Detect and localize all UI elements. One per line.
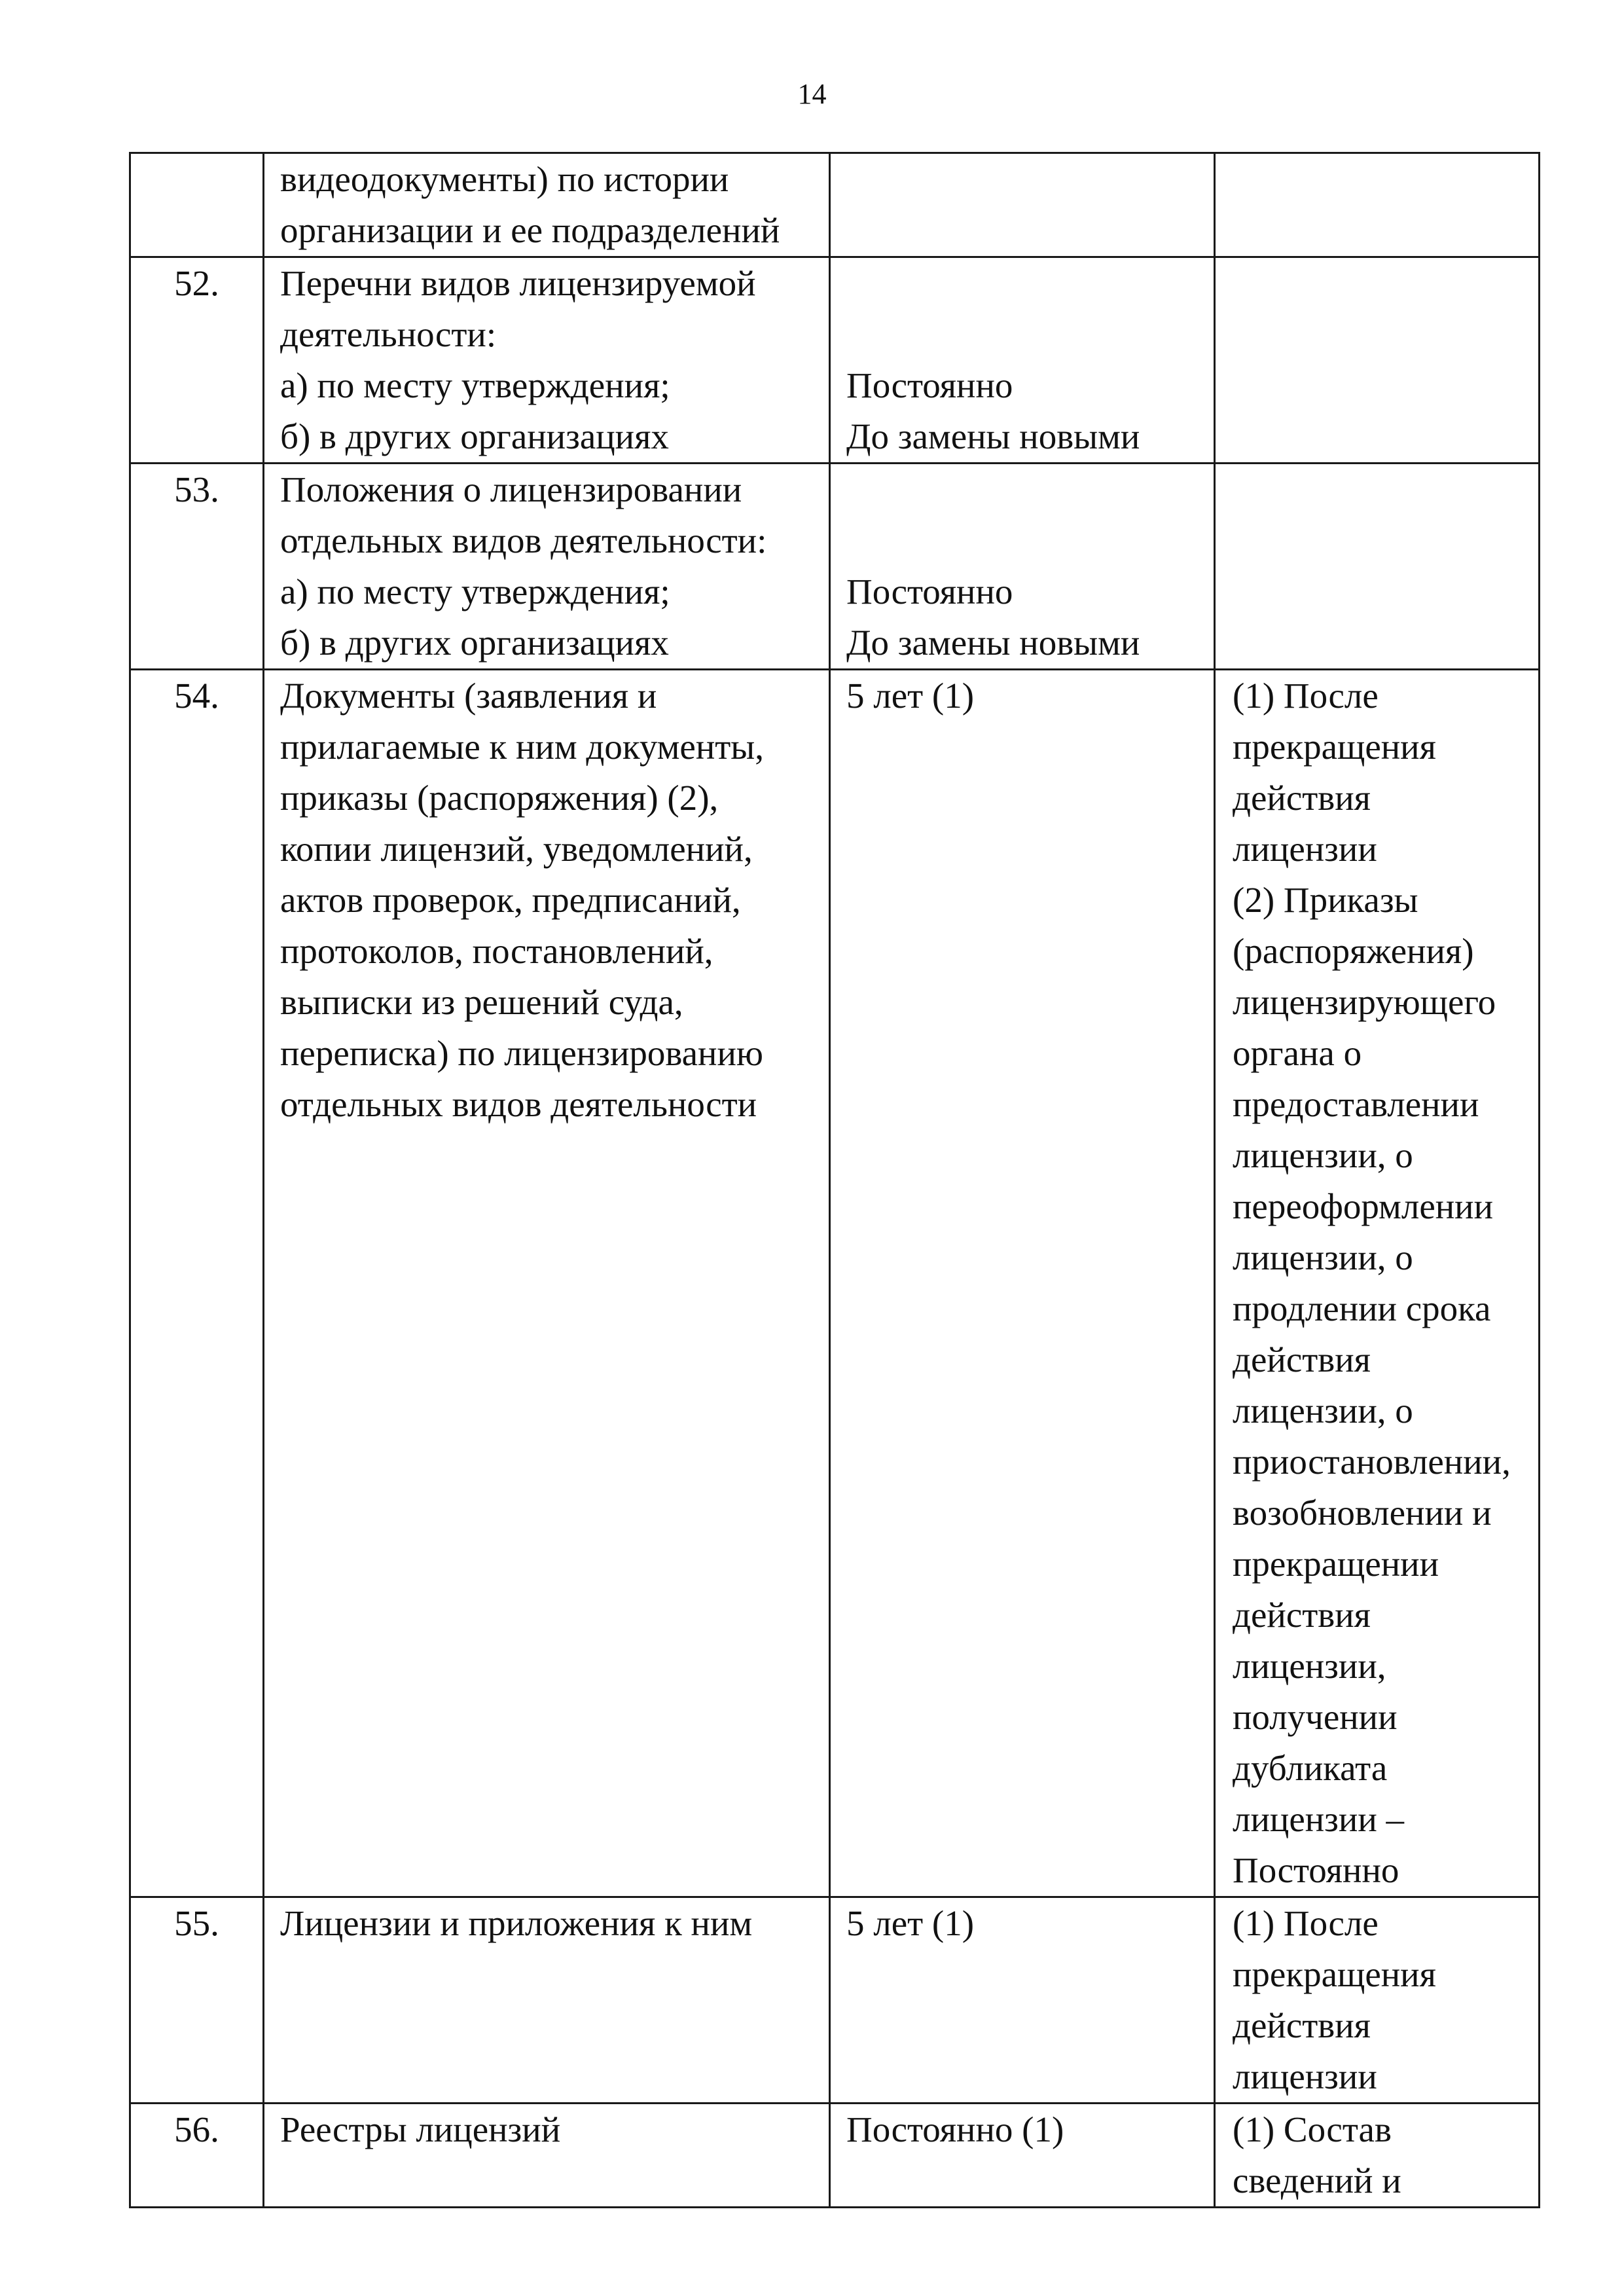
table-row-54 [130, 670, 1540, 1897]
document-type: Документы (заявления и прилагаемые к ним документы, приказы (распоряжения) (2), копии лицензий, уведомлений, актов проверок, предписаний, протоколов, постановлений, выписки из решений суда, переписка) по лицензированию отдельных видов деятельности [264, 670, 830, 1897]
row-number: 52. [130, 257, 264, 464]
retention-note: (1) После прекращения действия лицензии (2) Приказы (распоряжения) лицензирующего органа о предоставлении лицензии, о переоформлении лицензии, о продлении срока действия лицензии, о приостановлении, возобновлении и прекращении действия лицензии, получении дубликата лицензии – Постоянно [1215, 670, 1540, 1897]
retention-term: Постоянно (1) [830, 2104, 1215, 2208]
retention-note [1215, 464, 1540, 670]
document-type: Реестры лицензий [264, 2104, 830, 2208]
retention-table [129, 152, 1540, 2208]
retention-term: Постоянно До замены новыми [830, 257, 1215, 464]
table-row-55 [130, 1897, 1540, 2104]
retention-note [1215, 257, 1540, 464]
retention-term: 5 лет (1) [830, 1897, 1215, 2104]
retention-note: (1) Состав сведений и [1215, 2104, 1540, 2208]
retention-note [1215, 153, 1540, 257]
row-number: 56. [130, 2104, 264, 2208]
retention-term: 5 лет (1) [830, 670, 1215, 1897]
row-number [130, 153, 264, 257]
page-number: 14 [797, 78, 827, 110]
row-number: 53. [130, 464, 264, 670]
row-number: 54. [130, 670, 264, 1897]
row-number: 55. [130, 1897, 264, 2104]
retention-term [830, 153, 1215, 257]
table-row-53 [130, 464, 1540, 670]
retention-note: (1) После прекращения действия лицензии [1215, 1897, 1540, 2104]
document-type: Положения о лицензировании отдельных видов деятельности: а) по месту утверждения; б) в других организациях [264, 464, 830, 670]
table-row-56 [130, 2104, 1540, 2208]
document-type: Перечни видов лицензируемой деятельности: а) по месту утверждения; б) в других организациях [264, 257, 830, 464]
retention-term: Постоянно До замены новыми [830, 464, 1215, 670]
document-type: видеодокументы) по истории организации и ее подразделений [264, 153, 830, 257]
table-row-continuation [130, 153, 1540, 257]
table-row-52 [130, 257, 1540, 464]
document-type: Лицензии и приложения к ним [264, 1897, 830, 2104]
